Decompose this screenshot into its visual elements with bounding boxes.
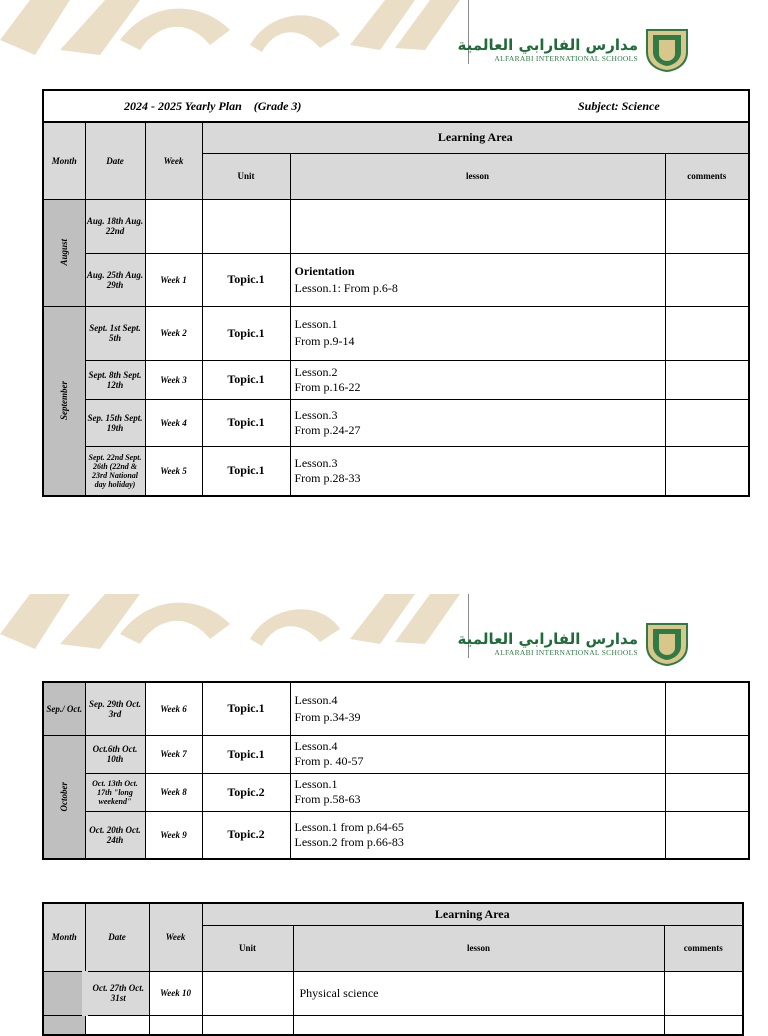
comments-cell (665, 360, 749, 399)
comments-cell (665, 682, 749, 735)
unit-cell: Topic.2 (202, 811, 290, 859)
comments-cell (665, 811, 749, 859)
week-cell: Week 4 (145, 399, 202, 446)
week-cell: Week 5 (145, 446, 202, 496)
lesson-title: Orientation (294, 263, 355, 278)
date-cell: Sept. 22nd Sept. 26th (22nd & 23rd National day holiday) (85, 446, 145, 496)
lesson-cell: Lesson.1 From p.9-14 (290, 306, 665, 360)
unit-header: Unit (202, 925, 293, 971)
school-name-arabic: مدارس الفارابي العالمية (457, 630, 638, 648)
school-name-arabic: مدارس الفارابي العالمية (457, 36, 638, 54)
week-cell: Week 3 (145, 360, 202, 399)
date-cell: Sep. 29th Oct. 3rd (85, 682, 145, 735)
yearly-plan-table-2 (42, 681, 750, 860)
comments-header: comments (664, 925, 743, 971)
decorative-pattern-icon (0, 594, 470, 674)
unit-cell (202, 971, 293, 1015)
date-header: Date (85, 122, 145, 199)
unit-cell: Topic.1 (202, 253, 290, 306)
lesson-cell: Lesson.1 From p.58-63 (290, 773, 665, 811)
school-crest-icon (644, 622, 690, 666)
month-header: Month (43, 903, 85, 971)
unit-cell: Topic.1 (202, 682, 290, 735)
table-row (43, 399, 749, 446)
week-cell: Week 1 (145, 253, 202, 306)
comments-cell (665, 399, 749, 446)
plan-title: 2024 - 2025 Yearly Plan (Grade 3) (124, 99, 302, 113)
lesson-cell: Lesson.3 From p.24-27 (290, 399, 665, 446)
date-cell: Aug. 18th Aug. 22nd (85, 199, 145, 253)
school-logo (458, 28, 690, 72)
unit-header: Unit (202, 153, 290, 199)
table-row (43, 811, 749, 859)
lesson-text: Lesson.1: From p.6-8 (294, 280, 398, 295)
month-label-september: September (59, 381, 70, 421)
header-band-1 (0, 0, 768, 80)
unit-cell: Topic.1 (202, 735, 290, 773)
date-cell: Oct. 20th Oct. 24th (85, 811, 145, 859)
week-cell: Week 9 (145, 811, 202, 859)
unit-cell (202, 199, 290, 253)
comments-cell (665, 735, 749, 773)
month-label-sep-oct: Sep./ Oct. (43, 682, 85, 735)
table-row (43, 446, 749, 496)
yearly-plan-table-1 (42, 89, 750, 497)
school-name-english: ALFARABI INTERNATIONAL SCHOOLS (494, 648, 638, 657)
date-header: Date (85, 903, 149, 971)
school-name-english: ALFARABI INTERNATIONAL SCHOOLS (494, 54, 638, 63)
school-crest-icon (644, 28, 690, 72)
unit-cell: Topic.1 (202, 446, 290, 496)
plan-subject: Subject: Science (578, 99, 660, 113)
date-cell: Sept. 8th Sept. 12th (85, 360, 145, 399)
unit-cell: Topic.1 (202, 306, 290, 360)
table-row (43, 735, 749, 773)
date-cell: Oct. 13th Oct. 17th "long weekend" (85, 773, 145, 811)
lesson-cell: Lesson.3 From p.28-33 (290, 446, 665, 496)
comments-cell (665, 446, 749, 496)
table-row (43, 253, 749, 306)
comments-header: comments (665, 153, 749, 199)
comments-cell (664, 971, 743, 1015)
lesson-cell: Lesson.4 From p.34-39 (290, 682, 665, 735)
week-cell: Week 10 (149, 971, 202, 1015)
week-header: Week (145, 122, 202, 199)
table-row (43, 1015, 743, 1035)
lesson-cell: Lesson.2 From p.16-22 (290, 360, 665, 399)
comments-cell (665, 773, 749, 811)
yearly-plan-table-3 (42, 902, 744, 1036)
date-cell: Oct. 27th Oct. 31st (85, 971, 149, 1015)
week-header: Week (149, 903, 202, 971)
lesson-cell: Physical science (293, 971, 664, 1015)
unit-cell: Topic.1 (202, 360, 290, 399)
month-header: Month (43, 122, 85, 199)
month-cell (43, 971, 85, 1015)
table-row (43, 971, 743, 1015)
month-label-october: October (59, 782, 70, 812)
comments-cell (665, 306, 749, 360)
lesson-cell: Lesson.1 from p.64-65 Lesson.2 from p.66-83 (290, 811, 665, 859)
learning-area-header: Learning Area (202, 903, 743, 925)
unit-cell: Topic.2 (202, 773, 290, 811)
lesson-cell: Lesson.4 From p. 40-57 (290, 735, 665, 773)
lesson-header: lesson (290, 153, 665, 199)
table-row (43, 199, 749, 253)
date-cell: Sept. 1st Sept. 5th (85, 306, 145, 360)
week-cell: Week 6 (145, 682, 202, 735)
lesson-header: lesson (293, 925, 664, 971)
date-cell: Aug. 25th Aug. 29th (85, 253, 145, 306)
header-band-2 (0, 594, 768, 674)
table-row (43, 773, 749, 811)
decorative-pattern-icon (0, 0, 470, 80)
table-row (43, 306, 749, 360)
comments-cell (665, 253, 749, 306)
unit-cell: Topic.1 (202, 399, 290, 446)
date-cell: Sep. 15th Sept. 19th (85, 399, 145, 446)
learning-area-header: Learning Area (202, 122, 749, 153)
week-cell: Week 7 (145, 735, 202, 773)
lesson-cell (290, 199, 665, 253)
week-cell: Week 2 (145, 306, 202, 360)
school-logo (458, 622, 690, 666)
week-cell (145, 199, 202, 253)
table-row (43, 682, 749, 735)
table-row (43, 360, 749, 399)
month-label-august: August (59, 239, 70, 266)
date-cell: Oct.6th Oct. 10th (85, 735, 145, 773)
week-cell: Week 8 (145, 773, 202, 811)
comments-cell (665, 199, 749, 253)
